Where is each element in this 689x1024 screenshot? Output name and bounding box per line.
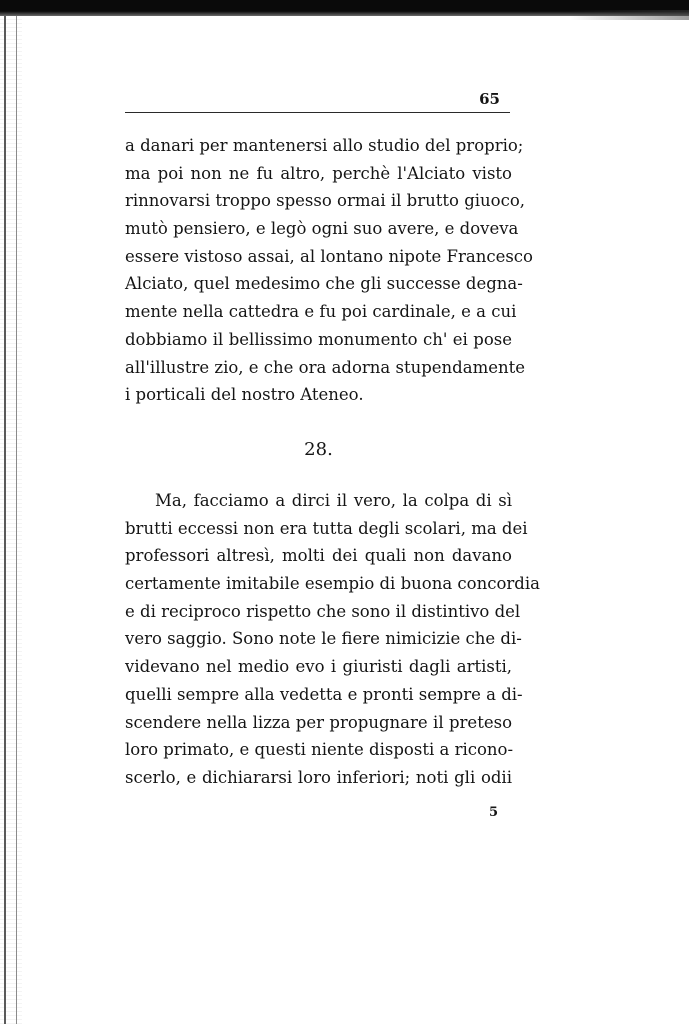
text-line: i porticali del nostro Ateneo. xyxy=(125,385,364,405)
continued-paragraph xyxy=(125,132,533,409)
text-line: a danari per mantenersi allo studio del proprio; xyxy=(125,136,524,155)
text-line: professori altresì, molti dei quali non davano xyxy=(125,546,512,566)
text-line: scendere nella lizza per propugnare il preteso xyxy=(125,712,512,732)
text-line: dobbiamo il bellissimo monumento ch' ei pose xyxy=(125,329,512,349)
page-top-edge-shadow xyxy=(569,10,689,20)
text-line: ma poi non ne fu altro, perchè l'Alciato visto xyxy=(125,163,512,183)
section-paragraph xyxy=(125,487,540,792)
text-line: essere vistoso assai, al lontano nipote Francesco xyxy=(125,246,533,266)
signature-mark: 5 xyxy=(488,805,498,820)
text-line: certamente imitabile esempio di buona concordia xyxy=(125,574,540,594)
text-line: mente nella cattedra e fu poi cardinale, e a cui xyxy=(125,302,517,322)
text-line: mutò pensiero, e legò ogni suo avere, e doveva xyxy=(125,219,519,239)
text-line: rinnovarsi troppo spesso ormai il brutto giuoco, xyxy=(125,191,526,211)
page-number: 65 xyxy=(479,90,500,108)
text-line: quelli sempre alla vedetta e pronti sempre a di- xyxy=(125,684,523,704)
text-line: videvano nel medio evo i giuristi dagli artisti, xyxy=(125,657,512,677)
text-line: brutti eccessi non era tutta degli scolari, ma dei xyxy=(125,518,528,538)
section-number: 28. xyxy=(304,439,333,460)
header-rule xyxy=(125,112,510,113)
binding-line xyxy=(4,16,6,1024)
text-line: loro primato, e questi niente disposti a ricono- xyxy=(125,740,514,760)
text-line: Alciato, quel medesimo che gli successe degna- xyxy=(125,274,523,294)
binding-line xyxy=(16,16,17,1024)
text-line: vero saggio. Sono note le fiere nimicizie che di- xyxy=(125,629,522,649)
text-line: all'illustre zio, e che ora adorna stupendamente xyxy=(125,357,526,377)
text-line: Ma, facciamo a dirci il vero, la colpa di sì xyxy=(155,491,512,510)
text-line: scerlo, e dichiararsi loro inferiori; noti gli odii xyxy=(125,767,512,787)
text-line: e di reciproco rispetto che sono il distintivo del xyxy=(125,601,521,621)
